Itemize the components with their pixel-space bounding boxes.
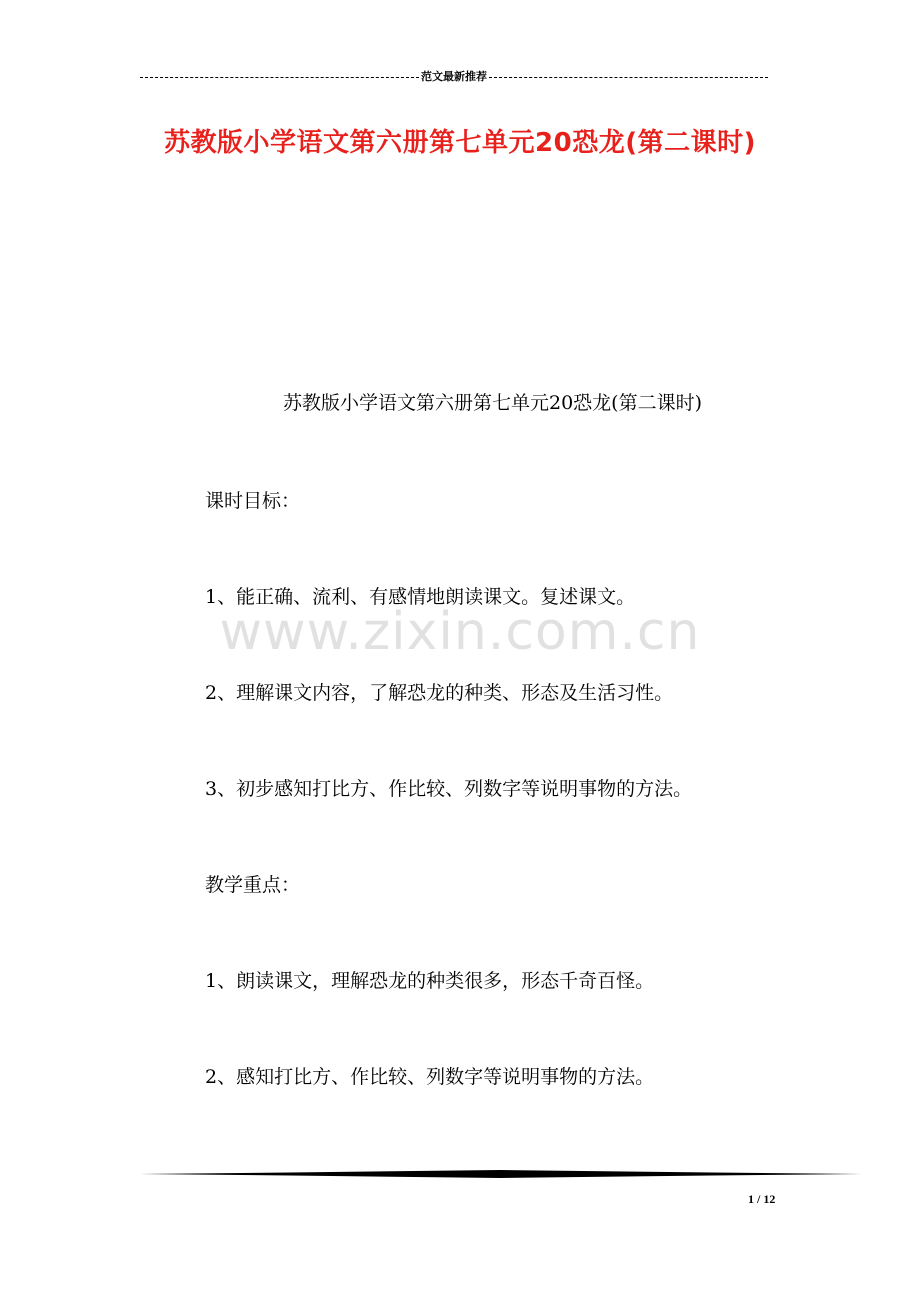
header-dashes-right [489,77,768,78]
objectives-heading: 课时目标： [205,490,301,512]
document-title: 苏教版小学语文第六册第七单元20恐龙(第二课时) [164,128,756,158]
key-points-heading: 教学重点： [205,874,301,896]
body-subtitle: 苏教版小学语文第六册第七单元20恐龙(第二课时) [283,392,703,414]
header-dashes-left [140,77,419,78]
key-point-item: 1、朗读课文，理解恐龙的种类很多，形态千奇百怪。 [205,970,655,992]
page-number: 1 / 12 [748,1192,776,1206]
key-point-item: 2、感知打比方、作比较、列数字等说明事物的方法。 [205,1066,655,1088]
objective-item: 3、初步感知打比方、作比较、列数字等说明事物的方法。 [205,778,693,800]
header-text: 范文最新推荐 [421,70,487,83]
objective-item: 1、能正确、流利、有感情地朗读课文。复述课文。 [205,586,636,608]
watermark: www.zixin.com.cn [219,602,701,662]
page-header [140,66,768,86]
footer-rule [140,1168,862,1180]
objective-item: 2、理解课文内容，了解恐龙的种类、形态及生活习性。 [205,682,674,704]
